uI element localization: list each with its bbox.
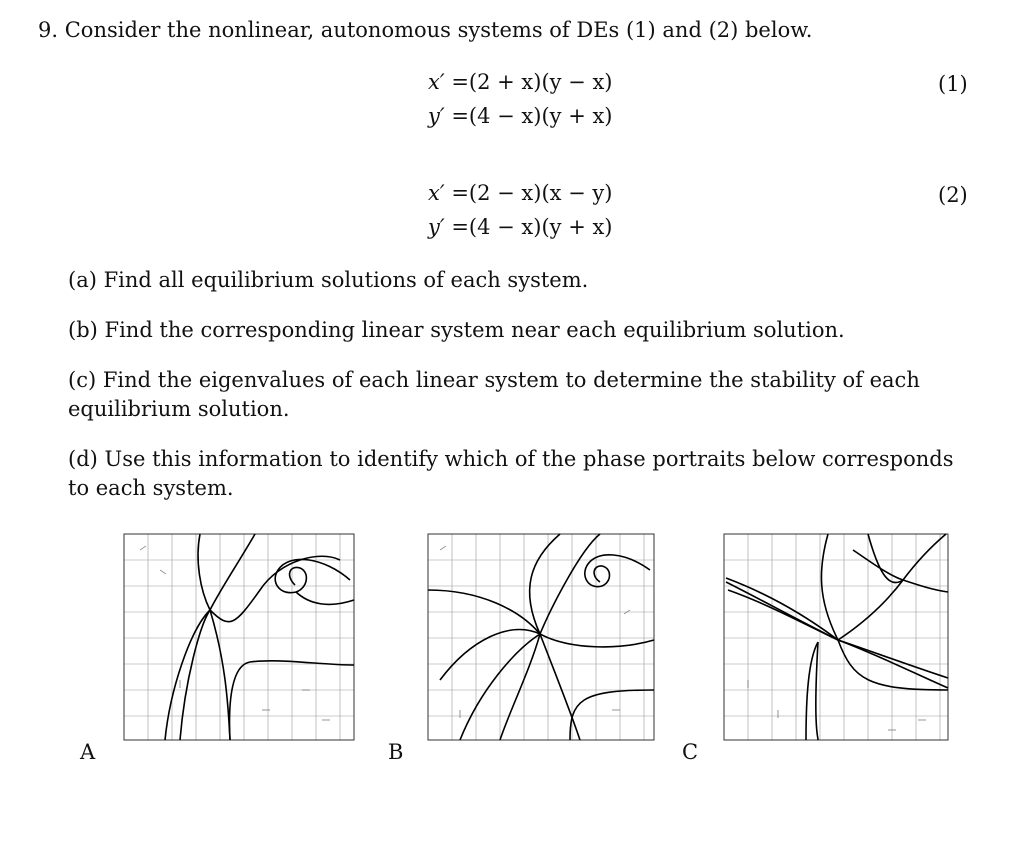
- question-text: Consider the nonlinear, autonomous systems of DEs (1) and (2) below.: [64, 18, 813, 42]
- part-b: (b) Find the corresponding linear system near each equilibrium solution.: [68, 318, 845, 342]
- system-2-eq2: [428, 215, 613, 239]
- phase-portrait-C: [718, 530, 958, 750]
- figure-B-label: B: [388, 740, 404, 764]
- figure-C-label: C: [682, 740, 699, 764]
- system-2-eq2-lhs: y′: [428, 215, 445, 239]
- part-d: (d) Use this information to identify which of the phase portraits below corresponds to each system.: [68, 447, 954, 500]
- system-1-tag: (1): [938, 72, 968, 96]
- part-c: (c) Find the eigenvalues of each linear system to determine the stability of each equilibrium solution.: [68, 368, 920, 421]
- question-number: 9.: [38, 18, 59, 42]
- system-1-eq1-lhs: x′: [428, 70, 445, 94]
- system-2-eq2-rhs: =(4 − x)(y + x): [451, 215, 613, 239]
- system-1-eq1-rhs: =(2 + x)(y − x): [451, 70, 613, 94]
- system-1-eq2-lhs: y′: [428, 104, 445, 128]
- system-1-eq1: [428, 70, 612, 94]
- system-2-eq1: [428, 181, 612, 205]
- question-heading: [38, 18, 812, 42]
- figure-A-label: A: [80, 740, 96, 764]
- system-2-eq1-rhs: =(2 − x)(x − y): [451, 181, 613, 205]
- phase-portrait-B: [420, 530, 660, 750]
- system-2-tag: (2): [938, 183, 968, 207]
- system-2-eq1-lhs: x′: [428, 181, 445, 205]
- system-1-eq2-rhs: =(4 − x)(y + x): [451, 104, 613, 128]
- phase-portrait-A: [110, 530, 360, 750]
- system-1-eq2: [428, 104, 613, 128]
- part-a: (a) Find all equilibrium solutions of each system.: [68, 268, 589, 292]
